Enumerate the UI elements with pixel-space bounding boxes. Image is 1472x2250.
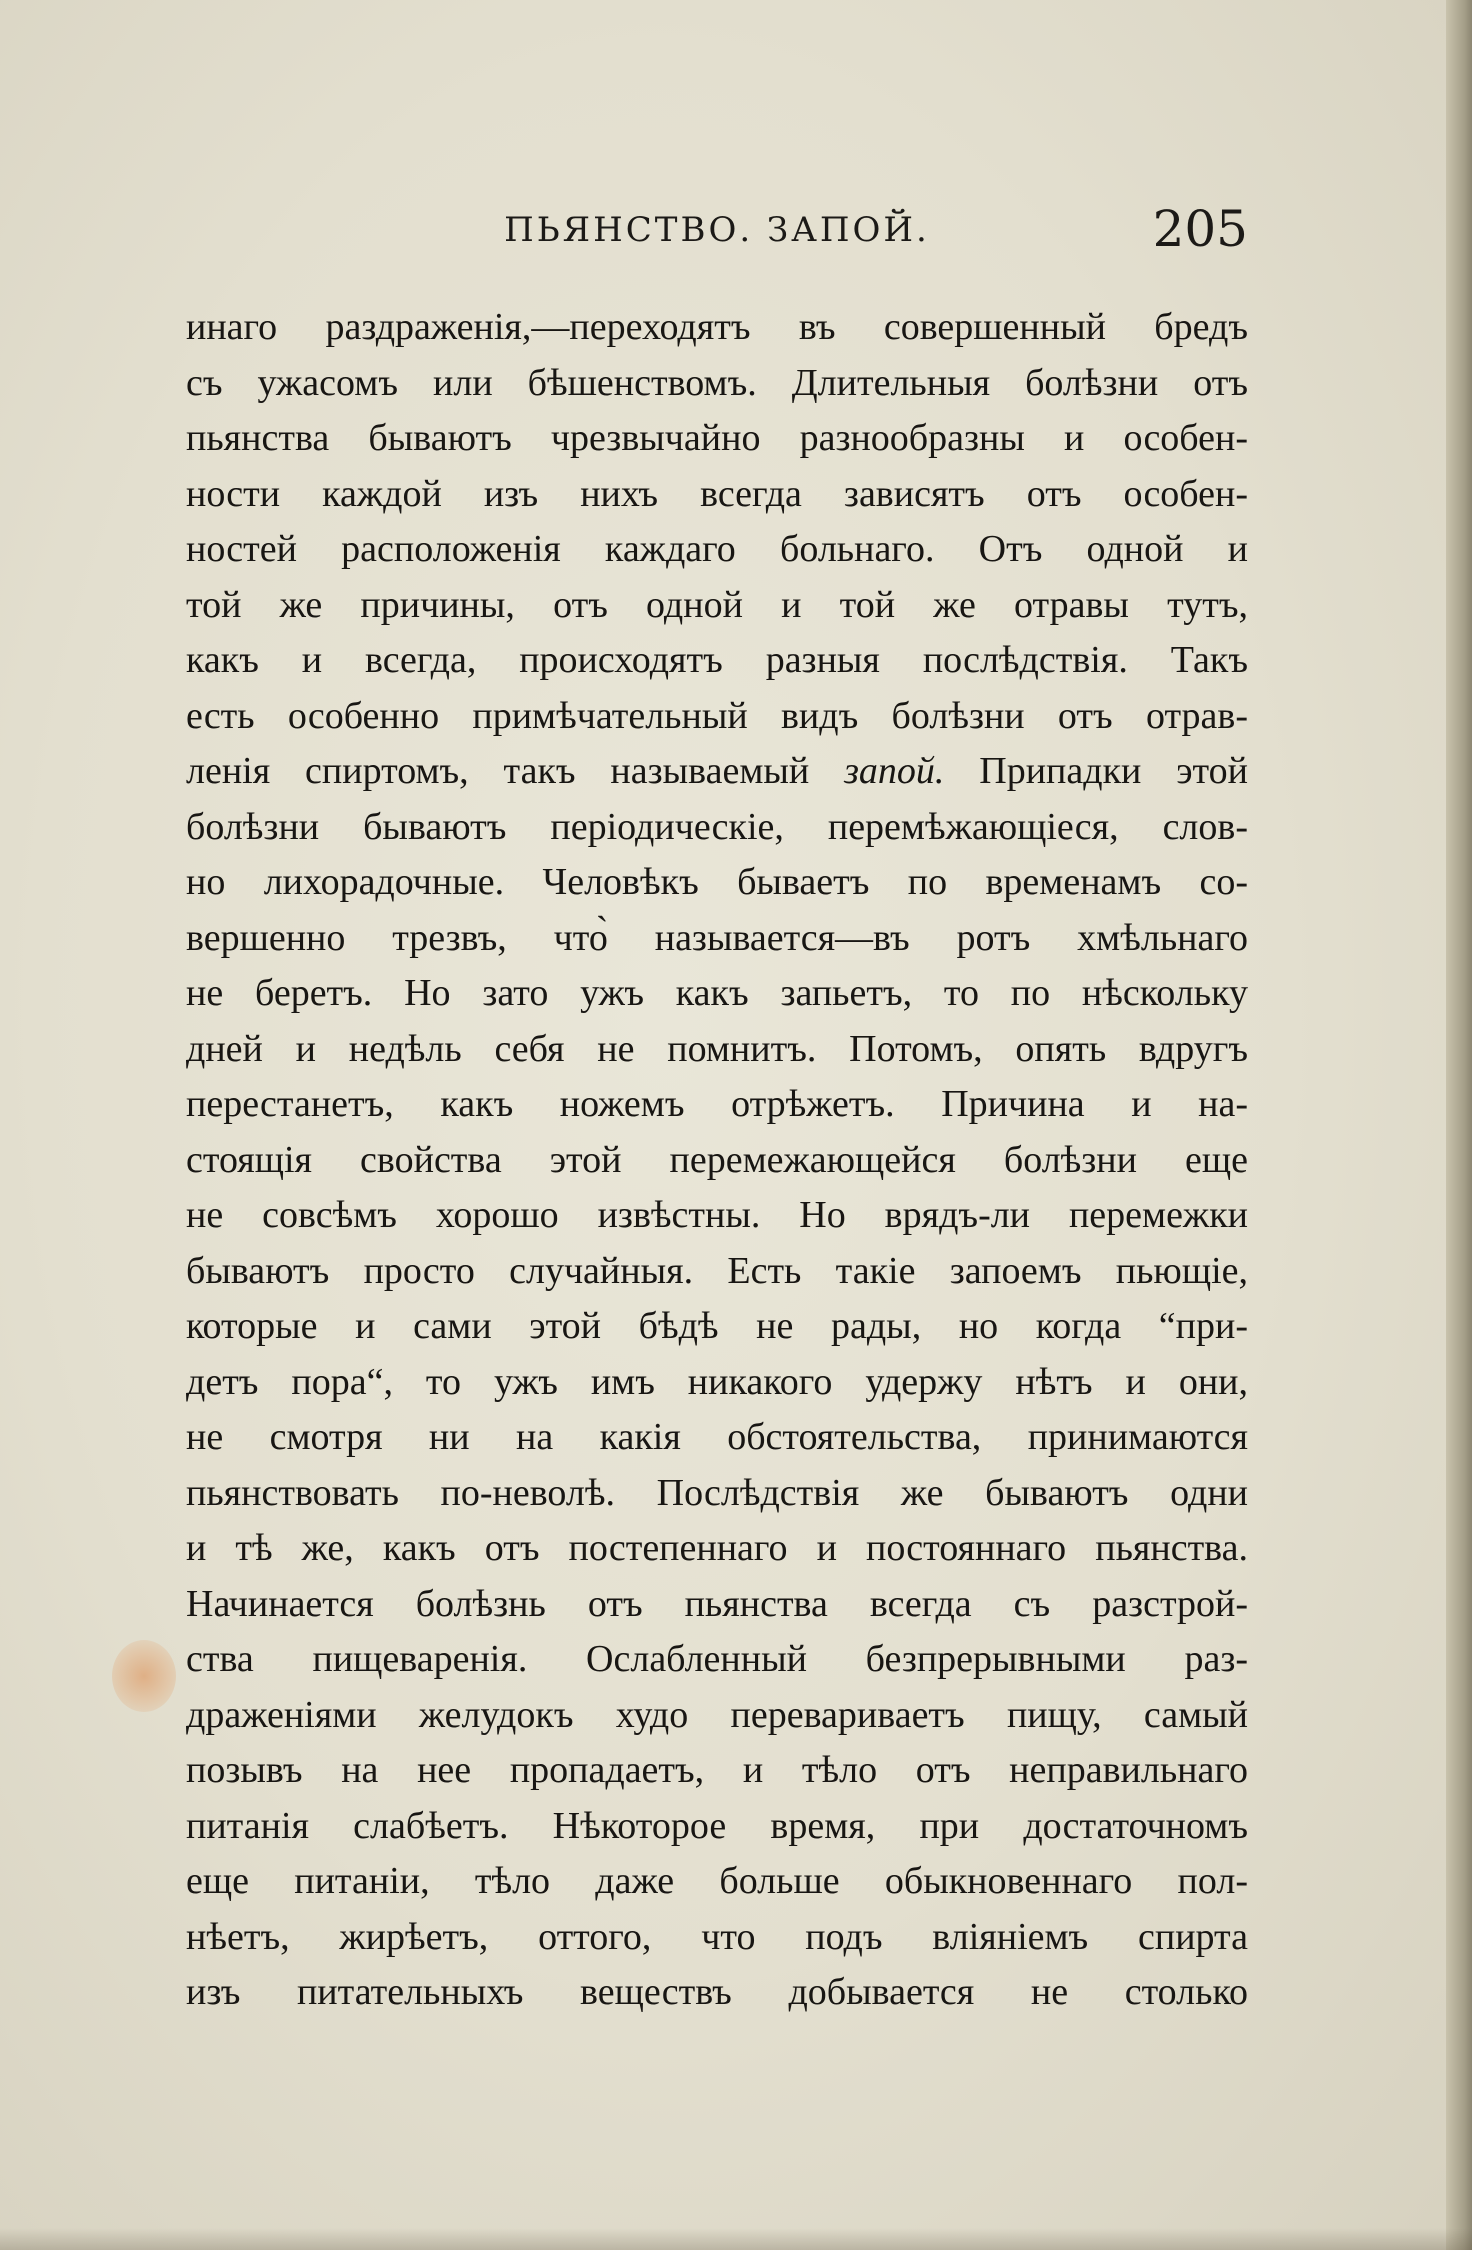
paper-stain	[112, 1640, 176, 1712]
text-line: ностей расположенія каждаго больнаго. Отъ одной и	[186, 528, 1248, 570]
italic-term: запой.	[844, 750, 945, 792]
text-line: еще питаніи, тѣло даже больше обыкновеннаго пол-	[186, 1860, 1248, 1902]
text-line: инаго раздраженія,—переходятъ въ совершенный бредъ	[186, 306, 1248, 348]
text-line: съ ужасомъ или бѣшенствомъ. Длительныя болѣзни отъ	[186, 361, 1248, 404]
text-line: ности каждой изъ нихъ всегда зависятъ отъ особен-	[186, 472, 1248, 515]
text-line: питанія слабѣетъ. Нѣкоторое время, при достаточномъ	[186, 1804, 1248, 1847]
text-line: дней и недѣль себя не помнитъ. Потомъ, опять вдругъ	[186, 1027, 1248, 1070]
text-line: изъ питательныхъ веществъ добывается не столько	[186, 1971, 1248, 2013]
text-line: детъ пора“, то ужъ имъ никакого удержу нѣтъ и они,	[186, 1360, 1248, 1403]
page-edge-shadow	[1446, 0, 1472, 2250]
page-bottom-shadow	[0, 2228, 1472, 2250]
text-line: и тѣ же, какъ отъ постепеннаго и постояннаго пьянства.	[186, 1527, 1248, 1569]
text-line-with-italic	[186, 744, 1248, 800]
text-line: болѣзни бываютъ періодическіе, перемѣжающіеся, слов-	[186, 805, 1248, 848]
text-line: пьянствовать по-неволѣ. Послѣдствія же бываютъ одни	[186, 1471, 1248, 1514]
text-fragment: Припадки этой	[944, 750, 1248, 792]
text-fragment: ленія спиртомъ, такъ называемый	[186, 750, 845, 792]
text-line: стоящія свойства этой перемежающейся болѣзни еще	[186, 1138, 1248, 1181]
running-head	[186, 200, 1248, 270]
text-line: не смотря ни на какія обстоятельства, принимаются	[186, 1416, 1248, 1458]
text-line: не беретъ. Но зато ужъ какъ запьетъ, то по нѣскольку	[186, 972, 1248, 1014]
text-line: есть особенно примѣчательный видъ болѣзни отъ отрав-	[186, 694, 1248, 737]
text-line: перестанетъ, какъ ножемъ отрѣжетъ. Причина и на-	[186, 1083, 1248, 1125]
page-number: 205	[1152, 200, 1248, 258]
text-line: вершенно трезвъ, что̀ называется—въ ротъ хмѣльнаго	[186, 916, 1248, 959]
text-line: пьянства бываютъ чрезвычайно разнообразны и особен-	[186, 417, 1248, 459]
text-line: Начинается болѣзнь отъ пьянства всегда съ разстрой-	[186, 1582, 1248, 1625]
text-line: какъ и всегда, происходятъ разныя послѣдствія. Такъ	[186, 639, 1248, 681]
text-line: нѣетъ, жирѣетъ, оттого, что подъ вліяніемъ спирта	[186, 1915, 1248, 1958]
text-line: не совсѣмъ хорошо извѣстны. Но врядъ-ли перемежки	[186, 1194, 1248, 1236]
text-line: которые и сами этой бѣдѣ не рады, но когда “при-	[186, 1305, 1248, 1347]
body-text	[186, 300, 1248, 2021]
text-line: драженіями желудокъ худо перевариваетъ пищу, самый	[186, 1693, 1248, 1736]
text-line: бываютъ просто случайныя. Есть такіе запоемъ пьющіе,	[186, 1249, 1248, 1292]
text-line: но лихорадочные. Человѣкъ бываетъ по временамъ со-	[186, 861, 1248, 903]
text-line: той же причины, отъ одной и той же отравы тутъ,	[186, 583, 1248, 626]
text-line: ства пищеваренія. Ослабленный безпрерывными раз-	[186, 1638, 1248, 1680]
text-line: позывъ на нее пропадаетъ, и тѣло отъ неправильнаго	[186, 1749, 1248, 1791]
running-title: ПЬЯНСТВО. ЗАПОЙ.	[504, 210, 930, 250]
